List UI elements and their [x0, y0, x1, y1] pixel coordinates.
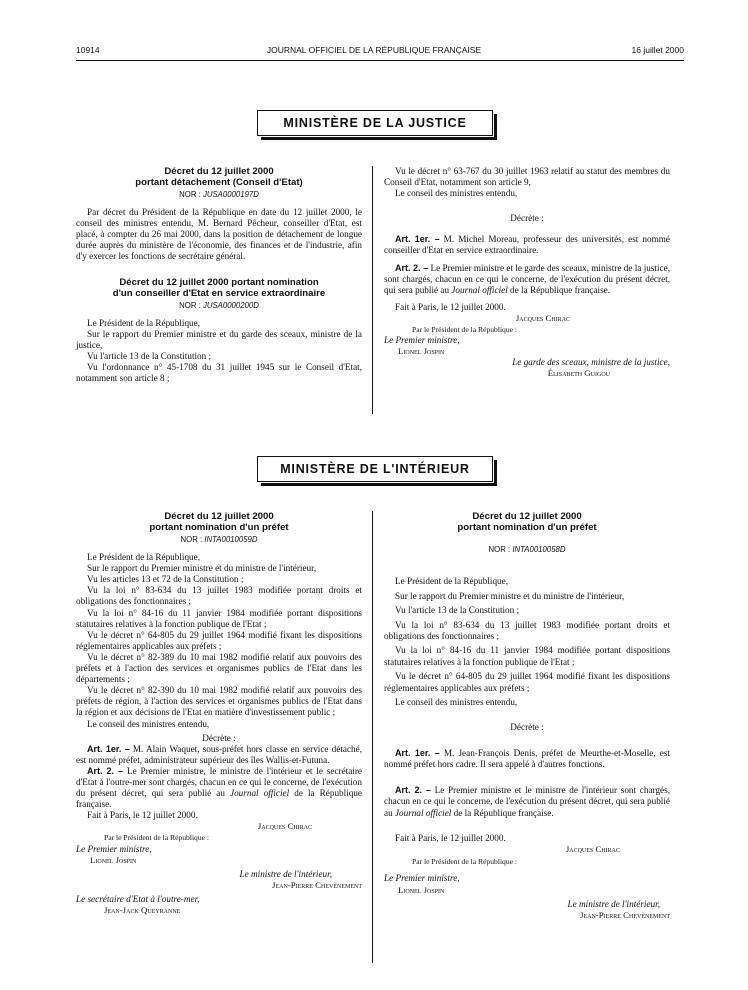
- signer-name: Jacques Chirac: [257, 821, 312, 832]
- nor-label: NOR :: [179, 300, 203, 310]
- journal-officiel-ref: Journal officiel: [451, 284, 508, 295]
- interior-right-column: [384, 511, 670, 922]
- justice-right-column: [384, 166, 670, 380]
- signature-place-date: Fait à Paris, le 12 juillet 2000.: [395, 832, 506, 843]
- signatory-title: Le Premier ministre,: [384, 335, 460, 346]
- signatory-name: Jean-Pierre Chevènement: [272, 879, 362, 890]
- journal-title: JOURNAL OFFICIEL DE LA RÉPUBLIQUE FRANÇAISE: [266, 45, 482, 55]
- decree-title-line1: Décret du 12 juillet 2000 portant nomination: [119, 276, 319, 288]
- signer-name: Jacques Chirac: [515, 312, 570, 323]
- nor-code: JUSA0000197D: [202, 190, 259, 199]
- article-1: [76, 744, 362, 766]
- nor-reference: [76, 534, 362, 545]
- decree-title-line2: portant nomination d'un préfet: [149, 522, 289, 533]
- paragraph: Vu la loi n° 83-634 du 13 juillet 1983 modifiée portant droits et obligations des fonctionnaires ;: [384, 619, 670, 642]
- nor-label: NOR :: [488, 545, 513, 554]
- header-rule: [76, 60, 684, 61]
- article-text: M. Michel Moreau, professeur des universités, est nommé conseiller d'Etat en service extraordinaire.: [384, 234, 670, 256]
- article-1: [384, 234, 670, 256]
- signature-place-date: Fait à Paris, le 12 juillet 2000.: [87, 810, 198, 821]
- signatory-title: Le Premier ministre,: [384, 873, 460, 884]
- signatory-name: Lionel Jospin: [90, 854, 137, 865]
- paragraph: Le conseil des ministres entendu,: [87, 718, 210, 729]
- article-label: Art. 1er. –: [395, 234, 440, 245]
- article-text-end: de la République française.: [76, 788, 362, 810]
- ministry-justice-label: MINISTÈRE DE LA JUSTICE: [283, 116, 467, 130]
- paragraph: Vu la loi n° 84-16 du 11 janvier 1984 modifiée portant dispositions statutaires relatives à la fonction publique de l'Etat ;: [76, 607, 362, 629]
- decree-title-line1: Décret du 12 juillet 2000: [164, 511, 274, 522]
- signatory-name: Jean-Jack Queyranne: [104, 905, 181, 915]
- article-label: Art. 2. –: [395, 262, 429, 273]
- signatory-title: Le Premier ministre,: [76, 843, 152, 854]
- article-label: Art. 2. –: [395, 784, 431, 795]
- paragraph: Le Président de la République,: [87, 552, 201, 563]
- article-text: Le Premier ministre et le ministre de l'intérieur sont chargés, chacun en ce qui le concerne, de l'exécution du présent décret, qui sera publié au: [384, 784, 670, 818]
- nor-label: NOR :: [180, 535, 205, 544]
- signatory-name: Lionel Jospin: [398, 346, 445, 357]
- countersign-intro: Par le Président de la République :: [104, 833, 210, 843]
- signatory-title: Le garde des sceaux, ministre de la justice,: [512, 357, 670, 368]
- ministry-interior-label: MINISTÈRE DE L'INTÉRIEUR: [280, 462, 470, 476]
- article-text: M. Alain Waquet, sous-préfet hors classe en service détaché, est nommé préfet, administrateur supérieur des îles Wallis-et-Futuna.: [76, 743, 362, 765]
- article-2: [76, 766, 362, 810]
- signer-name: Jacques Chirac: [565, 844, 620, 855]
- paragraph: Vu l'article 13 de la Constitution ;: [395, 605, 520, 616]
- nor-reference: [384, 544, 670, 555]
- paragraph: Vu le décret n° 64-805 du 29 juillet 1964 modifié fixant les dispositions réglementaires applicables aux préfets ;: [76, 629, 362, 651]
- interior-left-column: [76, 511, 362, 916]
- article-text: M. Jean-François Denis, préfet de Meurthe-et-Moselle, est nommé préfet hors cadre. Il sera appelé à d'autres fonctions.: [384, 747, 670, 770]
- signatory-name: Jean-Pierre Chevènement: [580, 910, 670, 921]
- countersign-intro: Par le Président de la République :: [412, 325, 518, 335]
- article-1: [384, 748, 670, 771]
- decrete-label: Décrète :: [202, 732, 236, 743]
- signatory-name: Élisabeth Guigou: [547, 368, 610, 379]
- article-label: Art. 1er. –: [395, 747, 440, 758]
- decrete-label: Décrète :: [510, 722, 544, 733]
- decree-title-line2: portant nomination d'un préfet: [457, 522, 597, 533]
- paragraph: Vu les articles 13 et 72 de la Constitution ;: [87, 574, 244, 585]
- page-number: 10914: [76, 45, 100, 55]
- nor-code: INTA0010059D: [204, 535, 258, 544]
- article-text-end: de la République française.: [507, 284, 611, 295]
- article-text-end: de la République française.: [451, 807, 554, 818]
- journal-officiel-ref: Journal officiel: [230, 788, 290, 799]
- paragraph: Vu l'ordonnance n° 45-1708 du 31 juillet 1945 sur le Conseil d'Etat, notamment son article 8 ;: [76, 362, 362, 384]
- article-label: Art. 2. –: [87, 765, 124, 776]
- justice-left-column: [76, 166, 362, 384]
- paragraph: Sur le rapport du Premier ministre et du ministre de l'intérieur,: [87, 563, 317, 574]
- decree-title-line1: Décret du 12 juillet 2000: [472, 511, 582, 522]
- column-divider: [372, 511, 373, 963]
- nor-label: NOR :: [179, 190, 203, 199]
- decree-title-line1: Décret du 12 juillet 2000: [164, 166, 274, 177]
- nor-reference: [76, 189, 362, 200]
- decree-title-line2: portant détachement (Conseil d'Etat): [135, 177, 303, 188]
- paragraph: Sur le rapport du Premier ministre et du ministre de l'intérieur,: [395, 590, 625, 601]
- signatory-name: Lionel Jospin: [398, 884, 445, 895]
- journal-officiel-ref: Journal officiel: [394, 807, 452, 818]
- nor-reference: [76, 300, 362, 311]
- ministry-interior-heading: [257, 456, 493, 482]
- article-2: [384, 785, 670, 819]
- decrete-label: Décrète :: [510, 213, 544, 224]
- issue-date: 16 juillet 2000: [631, 45, 684, 55]
- article-2: [384, 263, 670, 296]
- nor-code: JUSA0000200D: [202, 300, 259, 310]
- paragraph: Le Président de la République,: [87, 317, 201, 328]
- signatory-title: Le ministre de l'intérieur,: [239, 868, 332, 879]
- paragraph: Vu le décret n° 82-390 du 10 mai 1982 modifié relatif aux pouvoirs des préfets de région, à l'action des services et organismes publics de l'Etat dans la région et aux décisions de l'Etat en matière d'investissement public ;: [76, 685, 362, 718]
- signatory-title: Le secrétaire d'Etat à l'outre-mer,: [76, 893, 200, 904]
- decree-title-line2: d'un conseiller d'Etat en service extraordinaire: [112, 287, 326, 299]
- signatory-title: Le ministre de l'intérieur,: [567, 898, 660, 909]
- paragraph: Vu le décret n° 82-389 du 10 mai 1982 modifié relatif aux pouvoirs des préfets et à l'action des services et organismes publics de l'Etat dans les départements ;: [76, 651, 362, 685]
- article-text: Le Premier ministre et le garde des sceaux, ministre de la justice, sont chargés, chacun en ce qui le concerne, de l'exécution du présent décret, qui sera publié au: [384, 262, 671, 295]
- nor-code: INTA0010058D: [512, 545, 566, 554]
- decree-body: Par décret du Président de la République en date du 12 juillet 2000, le conseil des ministres entendu, M. Bernard Pêcheur, conseiller d'Etat, est placé, à compter du 26 mai 2000, dans la position de détachement de longue durée auprès du ministère de l'économie, des finances et de l'industrie, afin d'y exercer les fonctions de secrétaire général.: [76, 207, 362, 262]
- paragraph: Vu le décret n° 64-805 du 29 juillet 1964 modifié fixant les dispositions réglementaires applicables aux préfets ;: [384, 671, 670, 693]
- paragraph: Sur le rapport du Premier ministre et du garde des sceaux, ministre de la justice,: [76, 328, 362, 350]
- paragraph: Le Président de la République,: [395, 576, 509, 587]
- article-text: Le Premier ministre, le ministre de l'intérieur et le secrétaire d'Etat à l'outre-mer sont chargés, chacun en ce qui le concerne, de l'exécution du présent décret, qui sera publié au: [76, 765, 362, 799]
- article-label: Art. 1er. –: [87, 743, 130, 754]
- paragraph: Le conseil des ministres entendu,: [395, 697, 518, 708]
- column-divider: [372, 166, 373, 414]
- signature-place-date: Fait à Paris, le 12 juillet 2000.: [395, 301, 506, 312]
- ministry-justice-heading: [257, 110, 493, 136]
- paragraph: Le conseil des ministres entendu,: [395, 188, 518, 199]
- paragraph: Vu le décret n° 63-767 du 30 juillet 1963 relatif au statut des membres du Conseil d'Etat, notamment son article 9,: [384, 166, 670, 188]
- paragraph: Vu l'article 13 de la Constitution ;: [87, 350, 212, 361]
- countersign-intro: Par le Président de la République :: [412, 856, 518, 866]
- paragraph: Vu la loi n° 84-16 du 11 janvier 1984 modifiée portant dispositions statutaires relatives à la fonction publique de l'Etat ;: [384, 645, 670, 667]
- paragraph: Vu la loi n° 83-634 du 13 juillet 1983 modifiée portant droits et obligations des fonctionnaires ;: [76, 585, 362, 607]
